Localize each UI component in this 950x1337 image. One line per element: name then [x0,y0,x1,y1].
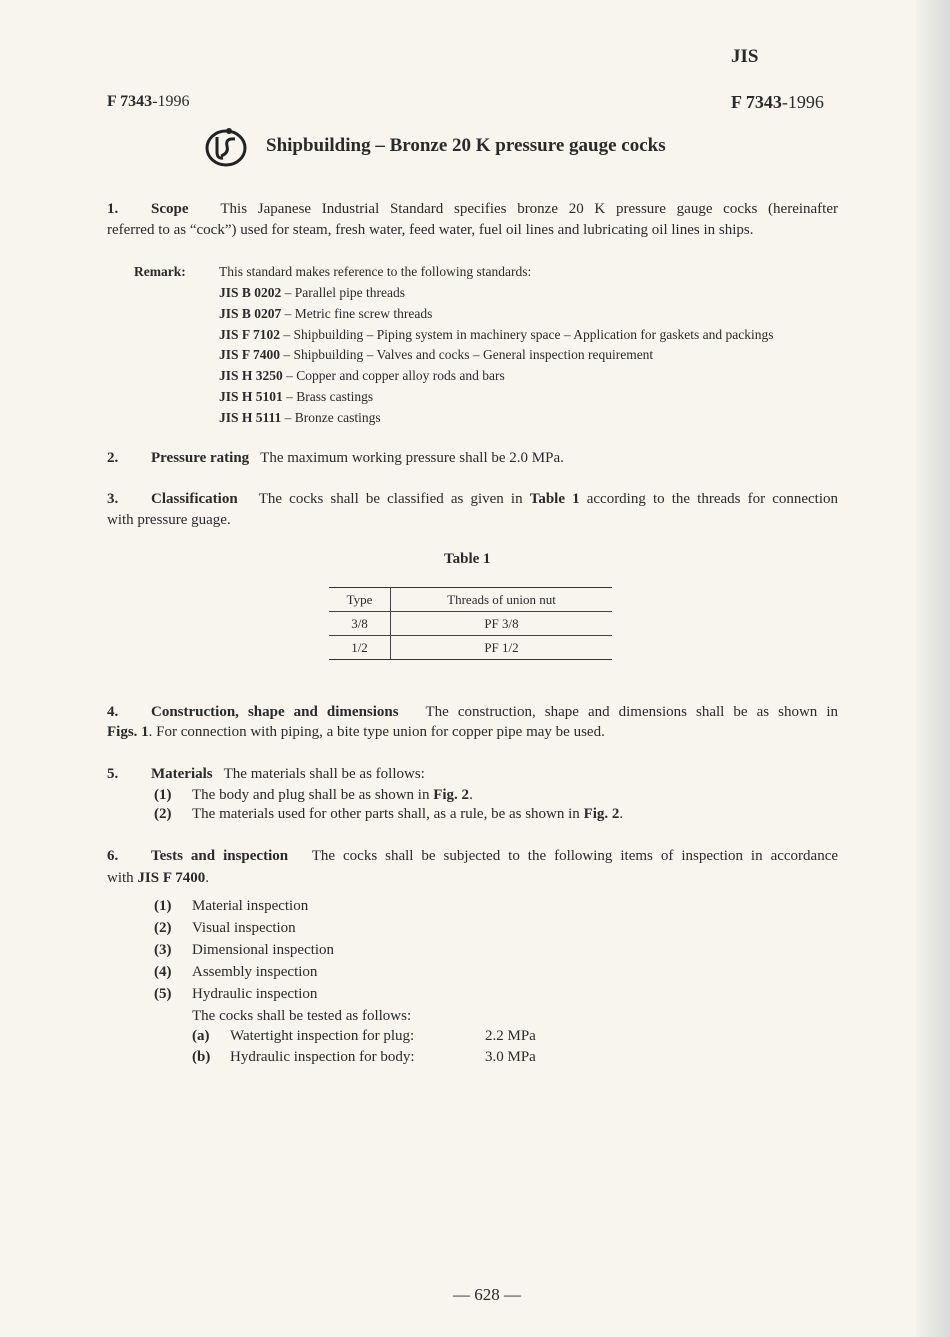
table1-title: Table 1 [444,551,491,567]
remark-label: Remark: [134,264,186,279]
remark-ref: JIS H 5111 – Bronze castings [219,410,381,425]
remark-intro: This standard makes reference to the following standards: [219,264,532,279]
list-item: (2) Visual inspection [154,920,296,936]
scope-line2: referred to as “cock”) used for steam, fresh water, feed water, fuel oil lines and lubricating oil lines in ships. [107,222,754,238]
pressure-rating: 2. Pressure rating The maximum working pressure shall be 2.0 MPa. [107,450,564,466]
remark-ref: JIS F 7400 – Shipbuilding – Valves and cocks – General inspection requirement [219,347,654,362]
remark-ref: JIS B 0202 – Parallel pipe threads [219,285,405,300]
standard-code-left-main: F 7343 [107,93,153,110]
hydraulic-intro: The cocks shall be tested as follows: [192,1008,412,1024]
hydraulic-value: 3.0 MPa [485,1049,536,1065]
standard-code-left-year: -1996 [152,93,190,110]
table-header-cell: Threads of union nut [391,588,613,612]
standard-code-left [107,93,190,111]
list-item: (2) The materials used for other parts shall, as a rule, be as shown in Fig. 2. [154,806,624,822]
remark-ref: JIS H 3250 – Copper and copper alloy rods and bars [219,368,505,383]
materials-heading: 5. Materials The materials shall be as follows: [107,766,425,782]
table-header-row [329,588,612,612]
tests-line1: 6. Tests and inspection The cocks shall be subjected to the following items of inspection in accordance [107,848,839,864]
list-item: (1) The body and plug shall be as shown in Fig. 2. [154,787,473,803]
table-cell: PF 1/2 [391,636,613,660]
hydraulic-item: (b) Hydraulic inspection for body: [192,1049,415,1065]
jis-logo-icon [203,128,249,168]
table-cell: 1/2 [329,636,391,660]
list-item: (5) Hydraulic inspection [154,986,318,1002]
tests-line2: with JIS F 7400. [107,870,209,886]
list-item: (3) Dimensional inspection [154,942,335,958]
classification-line1: 3. Classification The cocks shall be classified as given in Table 1 according to the threads for connection [107,491,838,507]
hydraulic-item: (a) Watertight inspection for plug: [192,1028,415,1044]
scope-line1: 1. Scope This Japanese Industrial Standard specifies bronze 20 K pressure gauge cocks (hereinafter [107,201,838,217]
table-cell: 3/8 [329,612,391,636]
standard-code-right [731,92,824,113]
remark-ref: JIS F 7102 – Shipbuilding – Piping system in machinery space – Application for gaskets and packings [219,327,774,342]
table1 [329,587,612,660]
construction-line1: 4. Construction, shape and dimensions The construction, shape and dimensions shall be as shown in [107,704,838,720]
classification-line2: with pressure guage. [107,512,231,528]
table-cell: PF 3/8 [391,612,613,636]
list-item: (4) Assembly inspection [154,964,318,980]
remark-ref: JIS B 0207 – Metric fine screw threads [219,306,433,321]
table-header-cell: Type [329,588,391,612]
list-item: (1) Material inspection [154,898,309,914]
jis-mark: JIS [731,46,759,67]
page-number: — 628 — [453,1285,521,1304]
page-edge-shadow [916,0,950,1337]
construction-line2: Figs. 1. For connection with piping, a bite type union for copper pipe may be used. [107,724,605,740]
standard-code-right-main: F 7343 [731,92,782,112]
standard-code-right-year: -1996 [781,92,824,112]
table-row [329,612,612,636]
remark-ref: JIS H 5101 – Brass castings [219,389,374,404]
table-row [329,636,612,660]
document-title: Shipbuilding – Bronze 20 K pressure gauge cocks [266,135,666,156]
hydraulic-value: 2.2 MPa [485,1028,536,1044]
